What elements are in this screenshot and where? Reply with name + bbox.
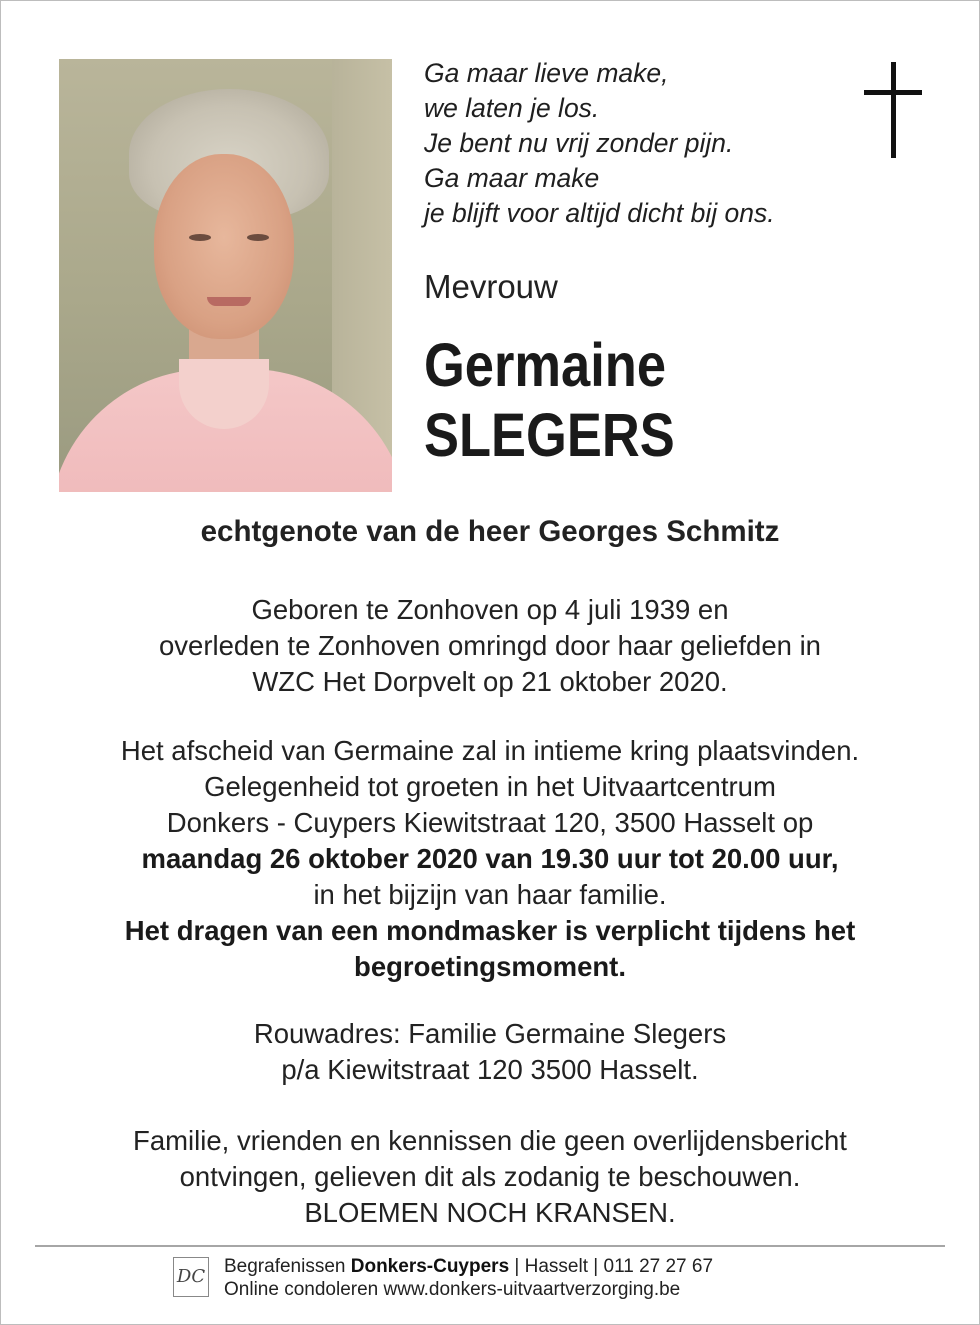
cross-icon bbox=[864, 62, 924, 160]
birth-death-block bbox=[0, 592, 980, 700]
closing-block bbox=[0, 1123, 980, 1231]
address-block bbox=[0, 1016, 980, 1088]
text-line: p/a Kiewitstraat 120 3500 Hasselt. bbox=[281, 1054, 699, 1085]
spouse-line: echtgenote van de heer Georges Schmitz bbox=[200, 515, 780, 548]
footer-divider bbox=[35, 1245, 945, 1247]
footer-line-2: Online condoleren www.donkers-uitvaartverzorging.be bbox=[224, 1279, 681, 1300]
poem-line: Ga maar make bbox=[424, 163, 600, 193]
phone-number: 011 27 27 67 bbox=[603, 1256, 714, 1277]
text-line: BLOEMEN NOCH KRANSEN. bbox=[304, 1197, 676, 1228]
funeral-home-logo-icon: DC bbox=[173, 1257, 209, 1297]
text-line: in het bijzijn van haar familie. bbox=[313, 879, 667, 910]
text-line: Rouwadres: Familie Germaine Slegers bbox=[253, 1018, 727, 1049]
text-line: ontvingen, gelieven dit als zodanig te beschouwen. bbox=[179, 1161, 801, 1192]
footer-line-1: Begrafenissen Donkers-Cuypers | Hasselt | 011 27 27 67 bbox=[224, 1256, 714, 1277]
poem-line: je blijft voor altijd dicht bij ons. bbox=[424, 198, 775, 228]
text-line: WZC Het Dorpvelt op 21 oktober 2020. bbox=[252, 666, 728, 697]
mask-notice: Het dragen van een mondmasker is verplicht tijdens het bbox=[124, 915, 856, 946]
text-line: Gelegenheid tot groeten in het Uitvaartcentrum bbox=[204, 771, 776, 802]
honorific: Mevrouw bbox=[424, 268, 558, 305]
deceased-name bbox=[424, 330, 675, 470]
website-link[interactable]: www.donkers-uitvaartverzorging.be bbox=[383, 1279, 681, 1300]
last-name: SLEGERS bbox=[424, 401, 675, 469]
poem bbox=[424, 56, 775, 231]
text-line: Geboren te Zonhoven op 4 juli 1939 en bbox=[251, 594, 729, 625]
text-line: Familie, vrienden en kennissen die geen overlijdensbericht bbox=[133, 1125, 847, 1156]
company-name: Donkers-Cuypers bbox=[350, 1256, 510, 1277]
first-name: Germaine bbox=[424, 331, 667, 399]
footer bbox=[224, 1255, 713, 1301]
poem-line: Je bent nu vrij zonder pijn. bbox=[424, 128, 734, 158]
poem-line: we laten je los. bbox=[424, 93, 600, 123]
mask-notice: begroetingsmoment. bbox=[354, 951, 626, 982]
text-line: Donkers - Cuypers Kiewitstraat 120, 3500 Hasselt op bbox=[166, 807, 814, 838]
visitation-datetime: maandag 26 oktober 2020 van 19.30 uur tot 20.00 uur, bbox=[141, 843, 839, 874]
poem-line: Ga maar lieve make, bbox=[424, 58, 669, 88]
farewell-block bbox=[0, 733, 980, 985]
portrait-photo bbox=[59, 59, 392, 492]
text-line: Het afscheid van Germaine zal in intieme kring plaatsvinden. bbox=[120, 735, 860, 766]
text-line: overleden te Zonhoven omringd door haar geliefden in bbox=[159, 630, 821, 661]
